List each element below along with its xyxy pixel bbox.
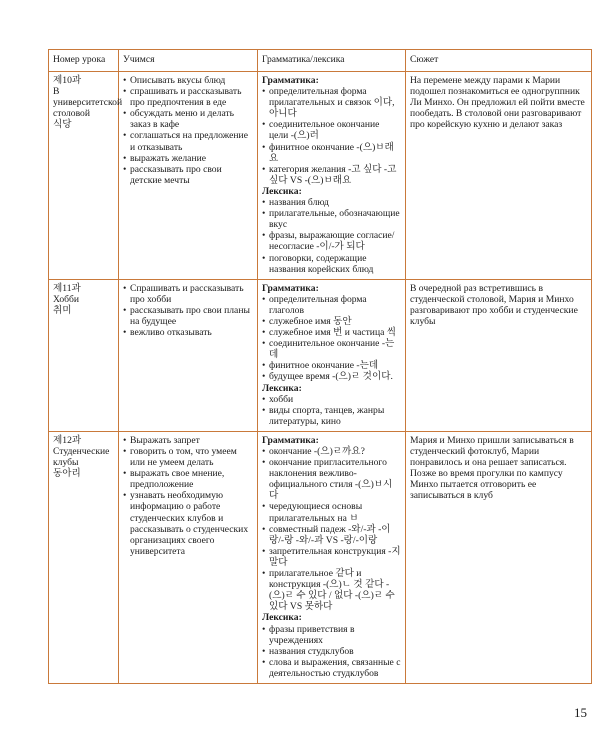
lesson-number: 제12과 (53, 434, 82, 446)
list-item: • названия студклубов (262, 646, 401, 657)
list-item: • рассказывать про свои планы на будущее (123, 305, 253, 327)
list-item: • названия блюд (262, 197, 401, 208)
grammar-heading: Грамматика: (262, 282, 319, 294)
lesson-title-korean: 취미 (53, 304, 72, 316)
list-item: • хобби (262, 394, 401, 405)
list-item: • соглашаться на предложение и отказывать (123, 130, 253, 152)
lesson-title-korean: 식당 (53, 119, 72, 131)
lesson-title-korean: 동아리 (53, 468, 81, 480)
list-item: • служебное имя 번 и частица 씩 (262, 327, 401, 338)
list-item: • обсуждать меню и делать заказ в кафе (123, 108, 253, 130)
table-header-row (49, 50, 592, 72)
list-item: • выражать желание (123, 153, 253, 164)
list-item: • фразы приветствия в учреждениях (262, 624, 401, 646)
lesson-cell (49, 431, 119, 683)
header-lesson: Номер урока (49, 50, 119, 72)
grammar-heading: Грамматика: (262, 75, 319, 86)
grammar-heading: Грамматика: (262, 434, 319, 446)
list-item: • чередующиеся основы прилагательных на ㅂ (262, 501, 401, 523)
list-item: • поговорки, содержащие названия корейских блюд (262, 253, 401, 275)
lesson-title: Хобби (53, 293, 80, 305)
vocab-heading: Лексика: (262, 382, 302, 394)
list-item: • Спрашивать и рассказывать про хобби (123, 283, 253, 305)
list-item: • выражать свое мнение, предположение (123, 468, 253, 490)
learn-cell (119, 279, 258, 431)
list-item: • рассказывать про свои детские мечты (123, 164, 253, 186)
list-item: • запретительная конструкция -지 말다 (262, 546, 401, 568)
list-item: • фразы, выражающие согласие/несогласие -이/-가 되다 (262, 230, 401, 252)
lesson-cell (49, 279, 119, 431)
table-row (49, 279, 592, 431)
vocab-heading: Лексика: (262, 612, 302, 624)
list-item: • вежливо отказывать (123, 327, 253, 338)
list-item: • Описывать вкусы блюд (123, 75, 253, 86)
list-item: • финитное окончание -는데 (262, 360, 401, 371)
list-item: • будущее время -(으)ㄹ 것이다. (262, 371, 401, 382)
table-row (49, 431, 592, 683)
header-learn: Учимся (119, 50, 258, 72)
grammar-cell (258, 279, 406, 431)
plot-cell: Мария и Минхо пришли записываться в студенческий фотоклуб, Марии понравилось и она решает записаться. Позже во время прогулки по кампусу Минхо пытается отговорить ее записываться в клуб (406, 431, 592, 683)
lesson-title: Студенческие клубы (53, 446, 110, 469)
header-grammar: Грамматика/лексика (258, 50, 406, 72)
list-item: • соединительное окончание -는데 (262, 338, 401, 360)
list-item: • Выражать запрет (123, 435, 253, 446)
page-number: 15 (574, 705, 587, 720)
plot-cell: На перемене между парами к Марии подошел познакомиться ее одногруппник Ли Минхо. Он предложил ей пойти вместе пообедать. В столовой они разговаривают про корейскую кухню и делают заказ (406, 72, 592, 280)
list-item: • спрашивать и рассказывать про предпочтения в еде (123, 86, 253, 108)
list-item: • определительная форма прилагательных и связок 이다, 아니다 (262, 86, 401, 119)
plot-cell: В очередной раз встретившись в студенческой столовой, Мария и Минхо разговаривают про хобби и студенческие клубы (406, 279, 592, 431)
header-plot: Сюжет (406, 50, 592, 72)
list-item: • служебное имя 동안 (262, 316, 401, 327)
list-item: • прилагательное 같다 и конструкция -(으)ㄴ 것 같다 -(으)ㄹ 수 있다 / 없다 -(으)ㄹ 수 있다 VS 못하다 (262, 568, 401, 612)
learn-cell (119, 431, 258, 683)
grammar-cell (258, 72, 406, 280)
vocab-heading: Лексика: (262, 185, 302, 197)
table-row (49, 72, 592, 280)
lesson-cell (49, 72, 123, 280)
list-item: • окончание -(으)ㄹ까요? (262, 446, 401, 457)
list-item: • окончание пригласительного наклонения вежливо-официального стиля -(으)ㅂ시다 (262, 457, 401, 501)
list-item: • категория желания -고 싶다 -고 싶다 VS -(으)ㅂ래요 (262, 164, 401, 186)
lesson-number: 제11과 (53, 282, 81, 294)
lesson-title: В университетской столовой (53, 86, 123, 120)
list-item: • соединительное окончание цели -(으)러 (262, 119, 401, 141)
list-item: • совместный падеж -와/-과 -이랑/-랑 -와/-과 VS -랑/-이랑 (262, 524, 401, 546)
list-item: • узнавать необходимую информацию о работе студенческих клубов и рассказывать о студенческих организациях своего университета (123, 490, 253, 557)
learn-cell (119, 72, 258, 280)
lesson-plan-table (48, 49, 592, 684)
lesson-number: 제10과 (53, 75, 82, 86)
list-item: • финитное окончание -(으)ㅂ래요 (262, 142, 401, 164)
list-item: • прилагательные, обозначающие вкус (262, 208, 401, 230)
list-item: • говорить о том, что умеем или не умеем делать (123, 446, 253, 468)
list-item: • слова и выражения, связанные с деятельностью студклубов (262, 657, 401, 679)
grammar-cell (258, 431, 406, 683)
list-item: • определительная форма глаголов (262, 294, 401, 316)
list-item: • виды спорта, танцев, жанры литературы, кино (262, 405, 401, 427)
